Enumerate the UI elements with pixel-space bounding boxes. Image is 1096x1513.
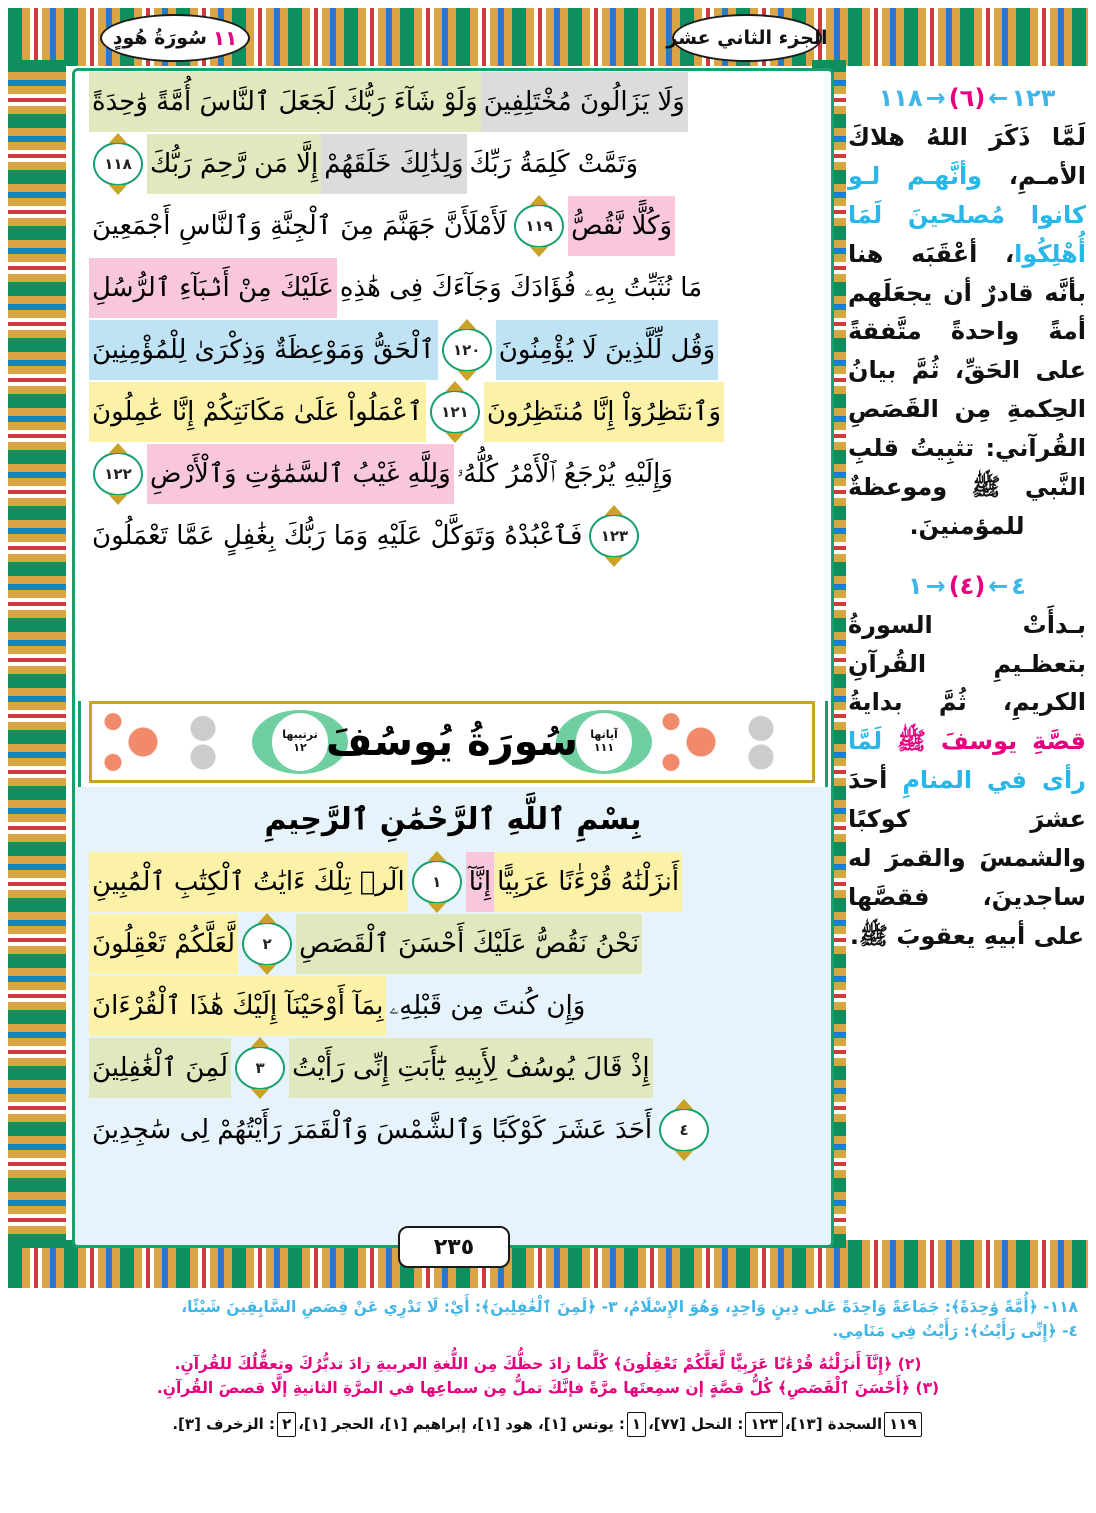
commentary-block: [848, 84, 1086, 546]
surah-hud-verses: [75, 71, 831, 701]
range-start: ١: [907, 571, 923, 600]
ayah-text-segment: وَلَا يَزَالُونَ مُخْتَلِفِينَ: [481, 72, 688, 132]
juz-label: الجزء الثاني عشر: [666, 27, 828, 49]
arrow-left-icon: ←: [988, 84, 1009, 112]
juz-cartouche: [666, 14, 828, 62]
reference-text: : يونس [١]، هود [١]، إبراهيم [١]، الحجر [١]،: [298, 1415, 625, 1434]
ayah-line: [75, 913, 831, 975]
verse-range-header: [848, 84, 1086, 112]
ornamental-border-left: [8, 60, 66, 1248]
reference-box: ١١٩: [884, 1412, 921, 1437]
ayah-line: [75, 443, 831, 505]
ayah-line: [75, 71, 831, 133]
ayah-text-segment: ٱلْحَقُّ وَمَوْعِظَةٌ وَذِكْرَىٰ لِلْمُؤْمِنِينَ: [89, 320, 438, 380]
quran-text-panel: [72, 68, 834, 1248]
commentary-text: [848, 606, 1086, 956]
surah-order-number: ١٢: [293, 741, 307, 754]
ayah-line: [75, 133, 831, 195]
commentary-fragment: أحدَ عشرَ كوكبًا والشمسَ والقمرَ له ساجدينَ، فقصَّها على أبيهِ يعقوبَ ﷺ.: [848, 766, 1086, 950]
footnote-divider: [18, 1343, 1078, 1353]
ayah-text-segment: لَأَمْلَأَنَّ جَهَنَّمَ مِنَ ٱلْجِنَّةِ وَٱلنَّاسِ أَجْمَعِينَ: [92, 211, 508, 241]
ayah-text-segment: مَا نُثَبِّتُ بِهِۦ فُؤَادَكَ وَجَآءَكَ فِى هَٰذِهِ: [339, 273, 703, 303]
footnote-line-blue: ٤- ﴿إِنِّى رَأَيْتُ﴾: رَأَيْتُ فِي مَنَامِي.: [832, 1321, 1078, 1340]
footnote-line-blue: ١١٨- ﴿أُمَّةً وَٰحِدَةً﴾: جَمَاعَةً وَاحِدَةً عَلى دِينٍ وَاحِدٍ، وَهُوَ الإِسْلَامُ، ٣- ﴿لَمِنَ ٱلْغَٰفِلِينَ﴾: أَيْ: لَا تَدْرِي عَنْ قِصَصِ السَّابِقِينَ شَيْئًا،: [181, 1298, 1078, 1316]
ayah-text-segment: وَإِلَيْهِ يُرْجَعُ ٱلْأَمْرُ كُلُّهُۥ: [456, 459, 673, 489]
verse-range-header: [848, 572, 1086, 600]
ayah-text-segment: الٓرۚ تِلْكَ ءَايَٰتُ ٱلْكِتَٰبِ ٱلْمُبِينِ: [89, 852, 408, 912]
ayah-text-segment: إِلَّا مَن رَّحِمَ رَبُّكَ: [147, 134, 321, 194]
surah-name-cartouche: [100, 14, 250, 62]
footnotes-area: [18, 1296, 1078, 1496]
ayah-number-marker: ١٢١: [430, 390, 480, 434]
ayah-line: [75, 975, 831, 1037]
ayah-line: [75, 381, 831, 443]
ayah-number-marker: ١٢٣: [589, 514, 639, 558]
footnote-line-pink: (٣) ﴿أَحْسَنَ ٱلْقَصَصِ﴾ كُلُّ قصَّةٍ إن سمِعتَها مرَّةً فإنَّكَ تملُّ مِن سماعِها في المرَّةِ الثانيةِ إلَّا قصصَ القُرآنِ.: [156, 1378, 940, 1397]
ayah-line: [75, 851, 831, 913]
range-count: (٤): [948, 571, 986, 600]
commentary-fragment: بـدأَتْ السورةُ بتعظـيمِ القُرآنِ الكريمِ، ثُمَّ بدايةُ: [848, 610, 1086, 717]
reference-text: : الزخرف [٣].: [172, 1415, 276, 1434]
ayah-text-segment: عَلَيْكَ مِنْ أَنۢبَآءِ ٱلرُّسُلِ: [89, 258, 337, 318]
ayah-text-segment: إِذْ قَالَ يُوسُفُ لِأَبِيهِ يَٰٓأَبَتِ إِنِّى رَأَيْتُ: [289, 1038, 652, 1098]
commentary-fragment: لَمَّا رأى في المنامِ: [848, 727, 1086, 795]
footnote-divider: [18, 1400, 1078, 1412]
arrow-left-icon: ←: [988, 571, 1009, 600]
surah-ayat-label: آياتها: [590, 728, 618, 742]
ayah-number-marker: ٢: [242, 922, 292, 966]
page-number: ٢٣٥: [433, 1234, 475, 1260]
reference-box: ١: [627, 1412, 646, 1437]
ayah-text-segment: ٱعْمَلُواْ عَلَىٰ مَكَانَتِكُمْ إِنَّا عَٰمِلُونَ: [89, 382, 426, 442]
ayah-number-marker: ١: [412, 860, 462, 904]
commentary-fragment: قصَّةِ يوسفَ ﷺ: [897, 727, 1086, 756]
ayah-number-marker: ١١٩: [514, 204, 564, 248]
basmala: بِسْمِ ٱللَّهِ ٱلرَّحْمَٰنِ ٱلرَّحِيمِ: [264, 801, 642, 837]
range-count: (٦): [948, 84, 986, 112]
banner-ornament-right: [656, 708, 806, 776]
surah-name-label: سُورَةُ هُودٍ: [112, 27, 207, 49]
ayah-text-segment: وَلِذَٰلِكَ خَلَقَهُمْ: [321, 134, 466, 194]
commentary-sidebar: [848, 84, 1086, 1264]
surah-yusuf-banner: [89, 701, 815, 783]
range-end: ١٢٣: [1011, 84, 1056, 112]
range-end: ٤: [1011, 571, 1027, 600]
reference-box: ١٢٣: [745, 1412, 782, 1437]
cross-reference-line: [18, 1412, 1078, 1437]
commentary-text: [848, 118, 1086, 546]
reference-text: السجدة [١٣]،: [784, 1415, 883, 1434]
surah-number: ١١: [212, 26, 238, 50]
surah-order-label: ترتيبها: [282, 728, 318, 742]
ayah-text-segment: وَقُل لِّلَّذِينَ لَا يُؤْمِنُونَ: [496, 320, 718, 380]
surah-yusuf-verses: [75, 787, 831, 1245]
ayah-text-segment: لَمِنَ ٱلْغَٰفِلِينَ: [89, 1038, 231, 1098]
reference-box: ٢: [277, 1412, 296, 1437]
ayah-text-segment: لَّعَلَّكُمْ تَعْقِلُونَ: [89, 914, 238, 974]
ayah-text-segment: وَلَوْ شَآءَ رَبُّكَ لَجَعَلَ ٱلنَّاسَ أُمَّةً وَٰحِدَةً: [89, 72, 481, 132]
ayah-number-marker: ١٢٢: [93, 452, 143, 496]
ayah-line: [75, 257, 831, 319]
ayah-line: [75, 1099, 831, 1161]
ayah-number-marker: ٤: [659, 1108, 709, 1152]
ayah-number-marker: ١٢٠: [442, 328, 492, 372]
ayah-text-segment: وَإِن كُنتَ مِن قَبْلِهِۦ: [389, 991, 586, 1021]
ayah-text-segment: وَلِلَّهِ غَيْبُ ٱلسَّمَٰوَٰتِ وَٱلْأَرْضِ: [147, 444, 454, 504]
ayah-text-segment: نَحْنُ نَقُصُّ عَلَيْكَ أَحْسَنَ ٱلْقَصَصِ: [296, 914, 642, 974]
ayah-line: [75, 195, 831, 257]
commentary-fragment: وأنَّهـم لـو كانوا مُصلحينَ لَمَا أُهْلِكُوا: [848, 161, 1086, 268]
range-start: ١١٨: [878, 84, 923, 112]
arrow-right-icon: →: [925, 84, 946, 112]
page-number-cartouche: [398, 1226, 510, 1268]
surah-ayat-count: ١١١: [593, 741, 615, 754]
ayah-line: [75, 1037, 831, 1099]
ayah-line: [75, 505, 831, 567]
ayah-text-segment: بِمَآ أَوْحَيْنَآ إِلَيْكَ هَٰذَا ٱلْقُرْءَانَ: [89, 976, 386, 1036]
commentary-block: [848, 572, 1086, 956]
footnote-line-pink: (٢) ﴿إِنَّآ أَنزَلْنَٰهُ قُرْءَٰنًا عَرَبِيًّا لَّعَلَّكُمْ تَعْقِلُونَ﴾ كُلَّما زادَ حظُّكَ مِن اللُّغةِ العربيةِ زادَ تدبُّرُكَ وتعقُّلُكَ للقُرآنِ.: [174, 1355, 922, 1374]
arrow-right-icon: →: [925, 571, 946, 600]
banner-ornament-left: [98, 708, 248, 776]
commentary-fragment: ، أعْقَبَه هنا بأنَّه قادرٌ أن يجعَلَهم أمةً واحدةً متَّفقةً على الحَقِّ، ثُمَّ بيانُ الحِكمةِ مِن القَصَصِ القُرآني: تثبِيتُ قلبِ النَّبي ﷺ وموعظةٌ للمؤمنينَ.: [848, 239, 1086, 540]
surah-yusuf-title: سُورَةُ يُوسُفَ: [325, 719, 579, 765]
ayah-text-segment: فَٱعْبُدْهُ وَتَوَكَّلْ عَلَيْهِ وَمَا رَبُّكَ بِغَٰفِلٍ عَمَّا تَعْمَلُونَ: [92, 521, 583, 551]
ayah-number-marker: ٣: [235, 1046, 285, 1090]
commentary-fragment: لَمَّا ذَكَرَ اللهُ هلاكَ الأمـمِ،: [848, 123, 1086, 190]
ayah-text-segment: أَحَدَ عَشَرَ كَوْكَبًا وَٱلشَّمْسَ وَٱلْقَمَرَ رَأَيْتُهُمْ لِى سَٰجِدِينَ: [92, 1115, 653, 1145]
ayah-line: [75, 319, 831, 381]
ayah-text-segment: إِنَّآ: [466, 852, 494, 912]
ayah-text-segment: وَٱنتَظِرُوٓاْ إِنَّا مُنتَظِرُونَ: [484, 382, 724, 442]
ayah-text-segment: أَنزَلْنَٰهُ قُرْءَٰنًا عَرَبِيًّا: [494, 852, 682, 912]
ayah-number-marker: ١١٨: [93, 142, 143, 186]
reference-text: : النحل [٧٧]،: [648, 1415, 744, 1434]
ayah-text-segment: وَتَمَّتْ كَلِمَةُ رَبِّكَ: [469, 149, 639, 179]
ayah-text-segment: وَكُلًّا نَّقُصُّ: [568, 196, 675, 256]
